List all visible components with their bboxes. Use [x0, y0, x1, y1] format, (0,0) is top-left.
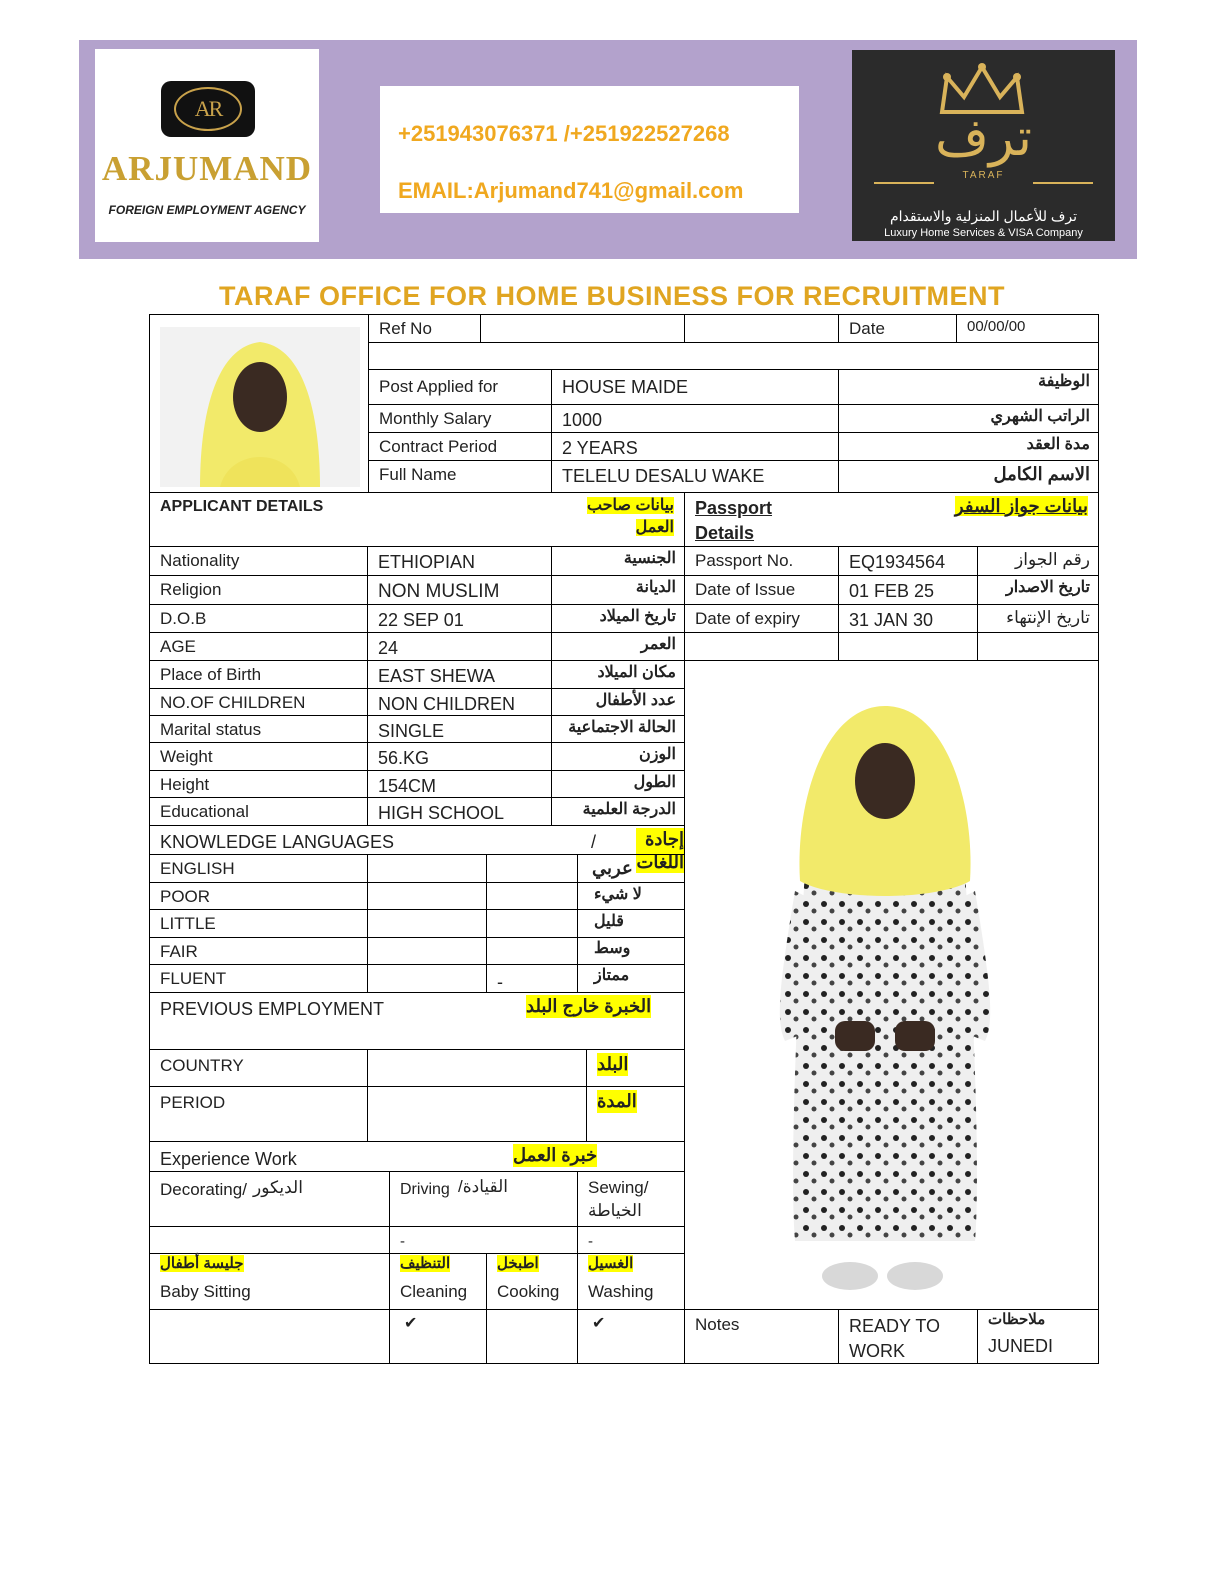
skill-cleaning-label: Cleaning	[400, 1282, 468, 1301]
age-value: 24	[367, 632, 552, 661]
portrait-photo	[160, 327, 360, 487]
contact-box	[380, 86, 799, 213]
taraf-arabic-tagline: ترف للأعمال المنزلية والاستقدام	[889, 208, 1078, 224]
lang-poor-label: POOR	[149, 882, 368, 910]
sewing-mark: -	[577, 1226, 685, 1254]
languages-slash: /	[591, 832, 597, 852]
children-ar: عدد الأطفال	[551, 688, 685, 716]
taraf-english-tagline: Luxury Home Services & VISA Company	[884, 227, 1083, 239]
post-label: Post Applied for	[368, 369, 552, 405]
phone-numbers: +251943076371 /+251922527268	[398, 121, 730, 146]
passport-blank-2	[838, 632, 978, 661]
decorating-label: Decorating/	[160, 1180, 247, 1199]
fullbody-cell	[684, 660, 1099, 1310]
skill-babysitting-label: Baby Sitting	[160, 1282, 251, 1301]
employment-heading-ar: الخبرة خارج البلد	[526, 996, 652, 1016]
arjumand-logo	[95, 49, 319, 242]
children-label: NO.OF CHILDREN	[149, 688, 368, 716]
period-ar: المدة	[597, 1091, 637, 1111]
fullname-value: TELELU DESALU WAKE	[551, 460, 839, 493]
date-label: Date	[838, 314, 957, 343]
ar-emblem-icon	[161, 81, 255, 137]
expiry-label: Date of expiry	[684, 604, 839, 633]
lang-poor-ar: لا شيء	[594, 886, 642, 903]
portrait-cell	[149, 314, 369, 493]
washing-check[interactable]: ✔	[577, 1309, 685, 1364]
religion-value: NON MUSLIM	[367, 575, 552, 605]
lang-poor-col1	[367, 882, 487, 910]
lang-english-ar: عربي	[592, 858, 633, 878]
country-label: COUNTRY	[149, 1049, 368, 1087]
weight-value: 56.KG	[367, 742, 552, 771]
lang-english-ar-cell	[577, 854, 685, 883]
notes-ar-cell	[977, 1309, 1099, 1364]
period-ar-cell	[586, 1086, 685, 1142]
notes-value: READY TO WORK	[838, 1309, 978, 1364]
blank-row	[368, 342, 1099, 370]
experience-heading: Experience Work	[160, 1149, 297, 1169]
lang-english-col1	[367, 854, 487, 883]
height-label: Height	[149, 770, 368, 798]
post-value: HOUSE MAIDE	[551, 369, 839, 405]
dob-label: D.O.B	[149, 604, 368, 633]
marital-value: SINGLE	[367, 715, 552, 743]
period-value	[367, 1086, 587, 1142]
age-ar: العمر	[551, 632, 685, 661]
passport-no-value: EQ1934564	[838, 546, 978, 576]
issue-ar: تاريخ الاصدار	[977, 575, 1099, 605]
education-ar: الدرجة العلمية	[551, 797, 685, 826]
fullbody-photo	[765, 701, 1005, 1301]
languages-heading: KNOWLEDGE LANGUAGES	[160, 832, 395, 852]
sewing-ar: الخياطة	[588, 1201, 642, 1220]
salary-label: Monthly Salary	[368, 404, 552, 433]
skill-babysitting-cell	[149, 1253, 390, 1310]
employment-heading-cell	[149, 992, 685, 1050]
marital-label: Marital status	[149, 715, 368, 743]
education-value: HIGH SCHOOL	[367, 797, 552, 826]
contract-label: Contract Period	[368, 432, 552, 461]
ref-value[interactable]	[480, 314, 685, 343]
lang-english-label: ENGLISH	[149, 854, 368, 883]
contract-value: 2 YEARS	[551, 432, 839, 461]
date-value[interactable]: 00/00/00	[956, 314, 1099, 343]
lang-fair-ar-cell	[577, 937, 685, 965]
taraf-logo	[852, 50, 1115, 241]
marital-ar: الحالة الاجتماعية	[551, 715, 685, 743]
languages-heading-ar: إجادة اللغات	[636, 829, 684, 872]
passport-blank-3	[977, 632, 1099, 661]
skill-washing-ar: الغسيل	[588, 1255, 634, 1272]
dob-ar: تاريخ الميلاد	[551, 604, 685, 633]
lang-little-col1	[367, 909, 487, 938]
decorating-ar: الديكور	[253, 1178, 303, 1197]
passport-heading-cell	[684, 492, 1099, 547]
salary-ar: الراتب الشهري	[838, 404, 1099, 433]
employment-heading: PREVIOUS EMPLOYMENT	[160, 999, 385, 1019]
babysitting-check[interactable]	[149, 1309, 390, 1364]
height-ar: الطول	[551, 770, 685, 798]
nationality-ar: الجنسية	[551, 546, 685, 576]
children-value: NON CHILDREN	[367, 688, 552, 716]
experience-heading-ar: خبرة العمل	[513, 1145, 598, 1165]
lang-english-col2	[486, 854, 578, 883]
lang-poor-col2	[486, 882, 578, 910]
cooking-check[interactable]	[486, 1309, 578, 1364]
issue-value: 01 FEB 25	[838, 575, 978, 605]
country-value	[367, 1049, 587, 1087]
agency-name: ARJUMAND	[101, 149, 313, 188]
driving-label: Driving	[400, 1181, 450, 1198]
period-label: PERIOD	[149, 1086, 368, 1142]
lang-fluent-label: FLUENT	[149, 964, 368, 993]
agency-subtitle: FOREIGN EMPLOYMENT AGENCY	[108, 203, 306, 217]
ornament-left	[874, 182, 934, 184]
passport-heading-ar: بيانات جواز السفر	[954, 496, 1088, 516]
sewing-label: Sewing/	[588, 1178, 649, 1197]
taraf-small: TARAF	[962, 170, 1005, 181]
passport-no-ar: رقم الجواز	[977, 546, 1099, 576]
applicant-heading-cell	[149, 492, 685, 547]
driving-ar: /القيادة	[458, 1177, 509, 1196]
contract-ar: مدة العقد	[838, 432, 1099, 461]
fullname-label: Full Name	[368, 460, 552, 493]
skill-washing-cell	[577, 1253, 685, 1310]
lang-little-ar-cell	[577, 909, 685, 938]
lang-fluent-ar-cell	[577, 964, 685, 993]
lang-little-col2	[486, 909, 578, 938]
lang-fluent-col2: -	[486, 964, 578, 993]
lang-little-label: LITTLE	[149, 909, 368, 938]
lang-fair-label: FAIR	[149, 937, 368, 965]
taraf-mark: ترف	[934, 108, 1033, 168]
passport-heading: Passport Details	[695, 498, 773, 544]
lang-fluent-col1	[367, 964, 487, 993]
expiry-ar: تاريخ الإنتهاء	[977, 604, 1099, 633]
issue-label: Date of Issue	[684, 575, 839, 605]
dob-value: 22 SEP 01	[367, 604, 552, 633]
religion-label: Religion	[149, 575, 368, 605]
salary-value: 1000	[551, 404, 839, 433]
passport-no-label: Passport No.	[684, 546, 839, 576]
nationality-label: Nationality	[149, 546, 368, 576]
birthplace-ar: مكان الميلاد	[551, 660, 685, 689]
height-value: 154CM	[367, 770, 552, 798]
birthplace-value: EAST SHEWA	[367, 660, 552, 689]
fullname-ar: الاسم الكامل	[838, 460, 1099, 493]
decorating-mark-cell	[149, 1226, 390, 1254]
skill-cooking-label: Cooking	[497, 1282, 560, 1301]
applicant-heading-ar: بيانات صاحب العمل	[586, 497, 674, 537]
skill-cooking-cell	[486, 1253, 578, 1310]
lang-fluent-ar: ممتاز	[594, 967, 630, 984]
email-address: EMAIL:Arjumand741@gmail.com	[398, 178, 744, 203]
skill-cooking-ar: اطبخل	[497, 1255, 539, 1272]
nationality-value: ETHIOPIAN	[367, 546, 552, 576]
page-title: TARAF OFFICE FOR HOME BUSINESS FOR RECRUITMENT	[219, 281, 1005, 311]
weight-ar: الوزن	[551, 742, 685, 771]
post-ar: الوظيفة	[838, 369, 1099, 405]
expiry-value: 31 JAN 30	[838, 604, 978, 633]
skill-babysitting-ar: جليسة أطفال	[160, 1255, 244, 1272]
notes-label: Notes	[684, 1309, 839, 1364]
country-ar-cell	[586, 1049, 685, 1087]
applicant-heading: APPLICANT DETAILS	[160, 498, 324, 515]
ref-extra	[684, 314, 839, 343]
lang-poor-ar-cell	[577, 882, 685, 910]
ar-monogram: AR	[174, 87, 242, 131]
weight-label: Weight	[149, 742, 368, 771]
lang-fair-ar: وسط	[594, 940, 631, 957]
lang-fair-col1	[367, 937, 487, 965]
education-label: Educational	[149, 797, 368, 826]
birthplace-label: Place of Birth	[149, 660, 368, 689]
ref-label: Ref No	[368, 314, 481, 343]
notes-extra: JUNEDI	[988, 1336, 1054, 1356]
age-label: AGE	[149, 632, 368, 661]
skill-cleaning-cell	[389, 1253, 487, 1310]
notes-ar: ملاحظات	[988, 1311, 1046, 1328]
skill-cleaning-ar: التنظيف	[400, 1255, 451, 1272]
lang-little-ar: قليل	[594, 913, 624, 930]
ornament-right	[1033, 182, 1093, 184]
passport-blank-1	[684, 632, 839, 661]
skill-washing-label: Washing	[588, 1282, 654, 1301]
cleaning-check[interactable]: ✔	[389, 1309, 487, 1364]
experience-heading-cell	[149, 1141, 685, 1172]
sewing-cell	[577, 1171, 685, 1227]
religion-ar: الديانة	[551, 575, 685, 605]
lang-fair-col2	[486, 937, 578, 965]
decorating-cell	[149, 1171, 390, 1227]
driving-mark: -	[389, 1226, 578, 1254]
driving-cell	[389, 1171, 578, 1227]
country-ar: البلد	[597, 1054, 629, 1074]
